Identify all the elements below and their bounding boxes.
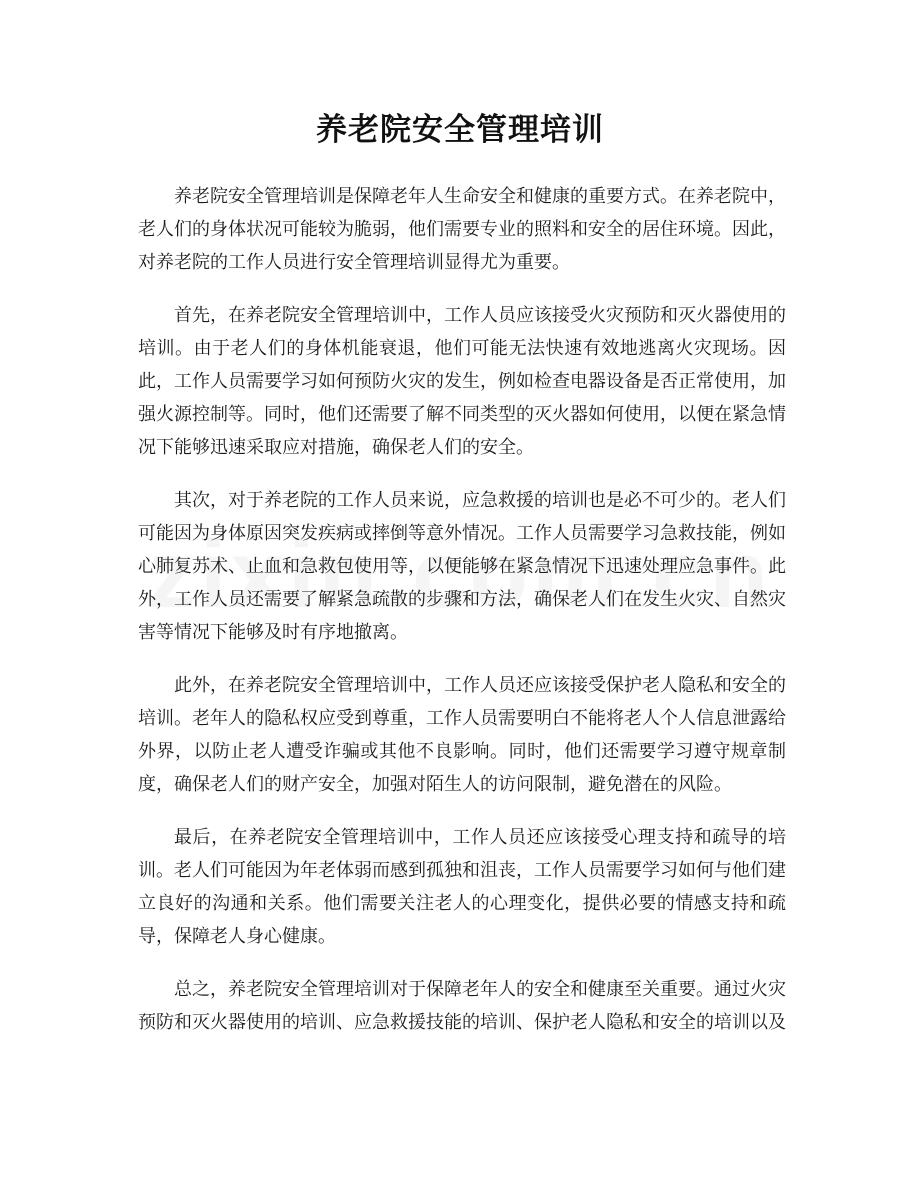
paragraph-conclusion: 总之，养老院安全管理培训对于保障老年人的安全和健康至关重要。通过火灾预防和灭火器使用的培训、应急救援技能的培训、保护老人隐私和安全的培训以及 bbox=[138, 979, 786, 1033]
paragraph-emergency-rescue: 其次，对于养老院的工作人员来说，应急救援的培训也是必不可少的。老人们可能因为身体原因突发疾病或摔倒等意外情况。工作人员需要学习急救技能，例如心肺复苏术、止血和急救包使用等，以便能够在紧急情况下迅速处理应急事件。此外，工作人员还需要了解紧急疏散的步骤和方法，确保老人们在发生火灾、自然灾害等情况下能够及时有序地撤离。 bbox=[138, 490, 786, 643]
page-title: 养老院安全管理培训 bbox=[316, 112, 604, 148]
paragraph-privacy-safety: 此外，在养老院安全管理培训中，工作人员还应该接受保护老人隐私和安全的培训。老年人的隐私权应受到尊重，工作人员需要明白不能将老人个人信息泄露给外界，以防止老人遭受诈骗或其他不良影响。同时，他们还需要学习遵守规章制度，确保老人们的财产安全，加强对陌生人的访问限制，避免潜在的风险。 bbox=[138, 675, 786, 795]
document-body bbox=[138, 180, 786, 1059]
paragraph-intro: 养老院安全管理培训是保障老年人生命安全和健康的重要方式。在养老院中，老人们的身体状况可能较为脆弱，他们需要专业的照料和安全的居住环境。因此，对养老院的工作人员进行安全管理培训显得尤为重要。 bbox=[138, 186, 786, 273]
paragraph-psychological-support: 最后，在养老院安全管理培训中，工作人员还应该接受心理支持和疏导的培训。老人们可能因为年老体弱而感到孤独和沮丧，工作人员需要学习如何与他们建立良好的沟通和关系。他们需要关注老人的心理变化，提供必要的情感支持和疏导，保障老人身心健康。 bbox=[138, 827, 786, 947]
paragraph-fire-safety: 首先，在养老院安全管理培训中，工作人员应该接受火灾预防和灭火器使用的培训。由于老人们的身体机能衰退，他们可能无法快速有效地逃离火灾现场。因此，工作人员需要学习如何预防火灾的发生，例如检查电器设备是否正常使用，加强火源控制等。同时，他们还需要了解不同类型的灭火器如何使用，以便在紧急情况下能够迅速采取应对措施，确保老人们的安全。 bbox=[138, 305, 786, 458]
